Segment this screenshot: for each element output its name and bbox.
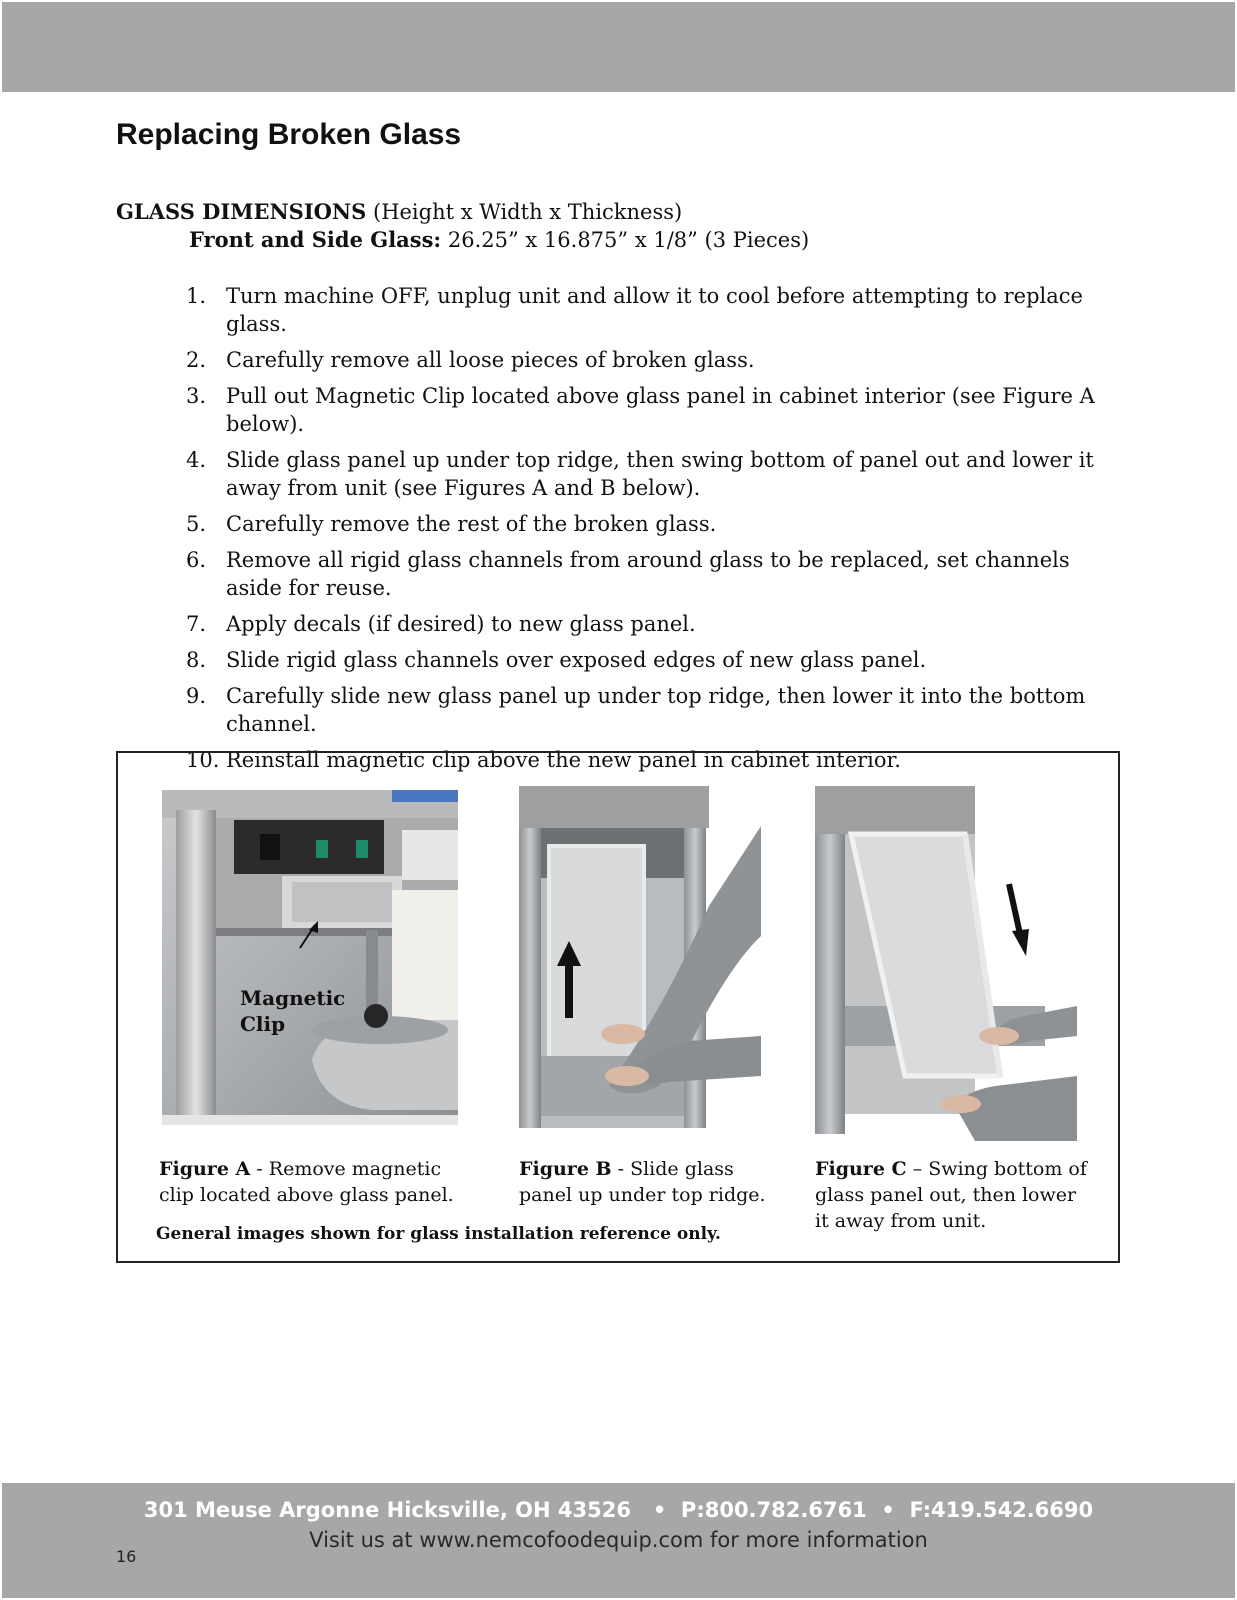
step-text: Remove all rigid glass channels from around glass to be replaced, set channels aside for reuse. — [226, 548, 1070, 600]
step-item — [186, 546, 1126, 602]
step-item — [186, 346, 1126, 374]
dimensions-heading: GLASS DIMENSIONS — [116, 199, 367, 224]
step-number: 6. — [186, 548, 207, 572]
footer-website: Visit us at www.nemcofoodequip.com for more information — [309, 1528, 928, 1552]
step-text: Slide glass panel up under top ridge, then swing bottom of panel out and lower it away from unit (see Figures A and B below). — [226, 448, 1094, 500]
figure-b-photo — [519, 786, 761, 1141]
figures-note: General images shown for glass installation reference only. — [156, 1224, 721, 1244]
dimensions-item-label: Front and Side Glass: — [189, 227, 442, 252]
step-number: 8. — [186, 648, 207, 672]
step-number: 1. — [186, 284, 207, 308]
step-text: Slide rigid glass channels over exposed edges of new glass panel. — [226, 648, 927, 672]
figure-b-caption: Figure B - Slide glass panel up under top ridge. — [519, 1158, 766, 1206]
step-item — [186, 446, 1126, 502]
steps-list — [186, 282, 1126, 782]
header-band — [2, 2, 1235, 92]
step-item — [186, 646, 1126, 674]
step-text: Carefully slide new glass panel up under top ridge, then lower it into the bottom channel. — [226, 684, 1086, 736]
step-text: Carefully remove the rest of the broken glass. — [226, 512, 717, 536]
step-item — [186, 282, 1126, 338]
step-number: 3. — [186, 384, 207, 408]
step-item — [186, 510, 1126, 538]
step-number: 5. — [186, 512, 207, 536]
step-number: 4. — [186, 448, 207, 472]
step-number: 2. — [186, 348, 207, 372]
dimensions-heading-note: (Height x Width x Thickness) — [373, 200, 683, 224]
step-text: Carefully remove all loose pieces of broken glass. — [226, 348, 755, 372]
figure-a-photo — [162, 790, 458, 1125]
step-number: 7. — [186, 612, 207, 636]
dimensions-item-value: 26.25” x 16.875” x 1/8” (3 Pieces) — [447, 228, 810, 252]
page-number: 16 — [116, 1547, 137, 1566]
figure-c-caption: Figure C – Swing bottom of glass panel out, then lower it away from unit. — [815, 1158, 1087, 1232]
step-item — [186, 682, 1126, 738]
step-number: 10. — [186, 748, 220, 772]
step-item — [186, 610, 1126, 638]
step-text: Apply decals (if desired) to new glass panel. — [226, 612, 696, 636]
figure-a-caption: Figure A - Remove magnetic clip located above glass panel. — [159, 1158, 454, 1206]
magnetic-clip-label: Magnetic Clip — [240, 986, 346, 1036]
step-number: 9. — [186, 684, 207, 708]
glass-dimensions — [116, 198, 809, 254]
figure-c-photo — [815, 786, 1077, 1141]
step-item — [186, 382, 1126, 438]
page-title: Replacing Broken Glass — [116, 118, 462, 151]
footer-address: 301 Meuse Argonne Hicksville, OH 43526 • P:800.782.6761 • F:419.542.6690 — [143, 1498, 1094, 1522]
step-text: Turn machine OFF, unplug unit and allow it to cool before attempting to replace glass. — [226, 284, 1083, 336]
step-text: Pull out Magnetic Clip located above glass panel in cabinet interior (see Figure A below). — [226, 384, 1095, 436]
step-text: Reinstall magnetic clip above the new panel in cabinet interior. — [226, 748, 901, 772]
